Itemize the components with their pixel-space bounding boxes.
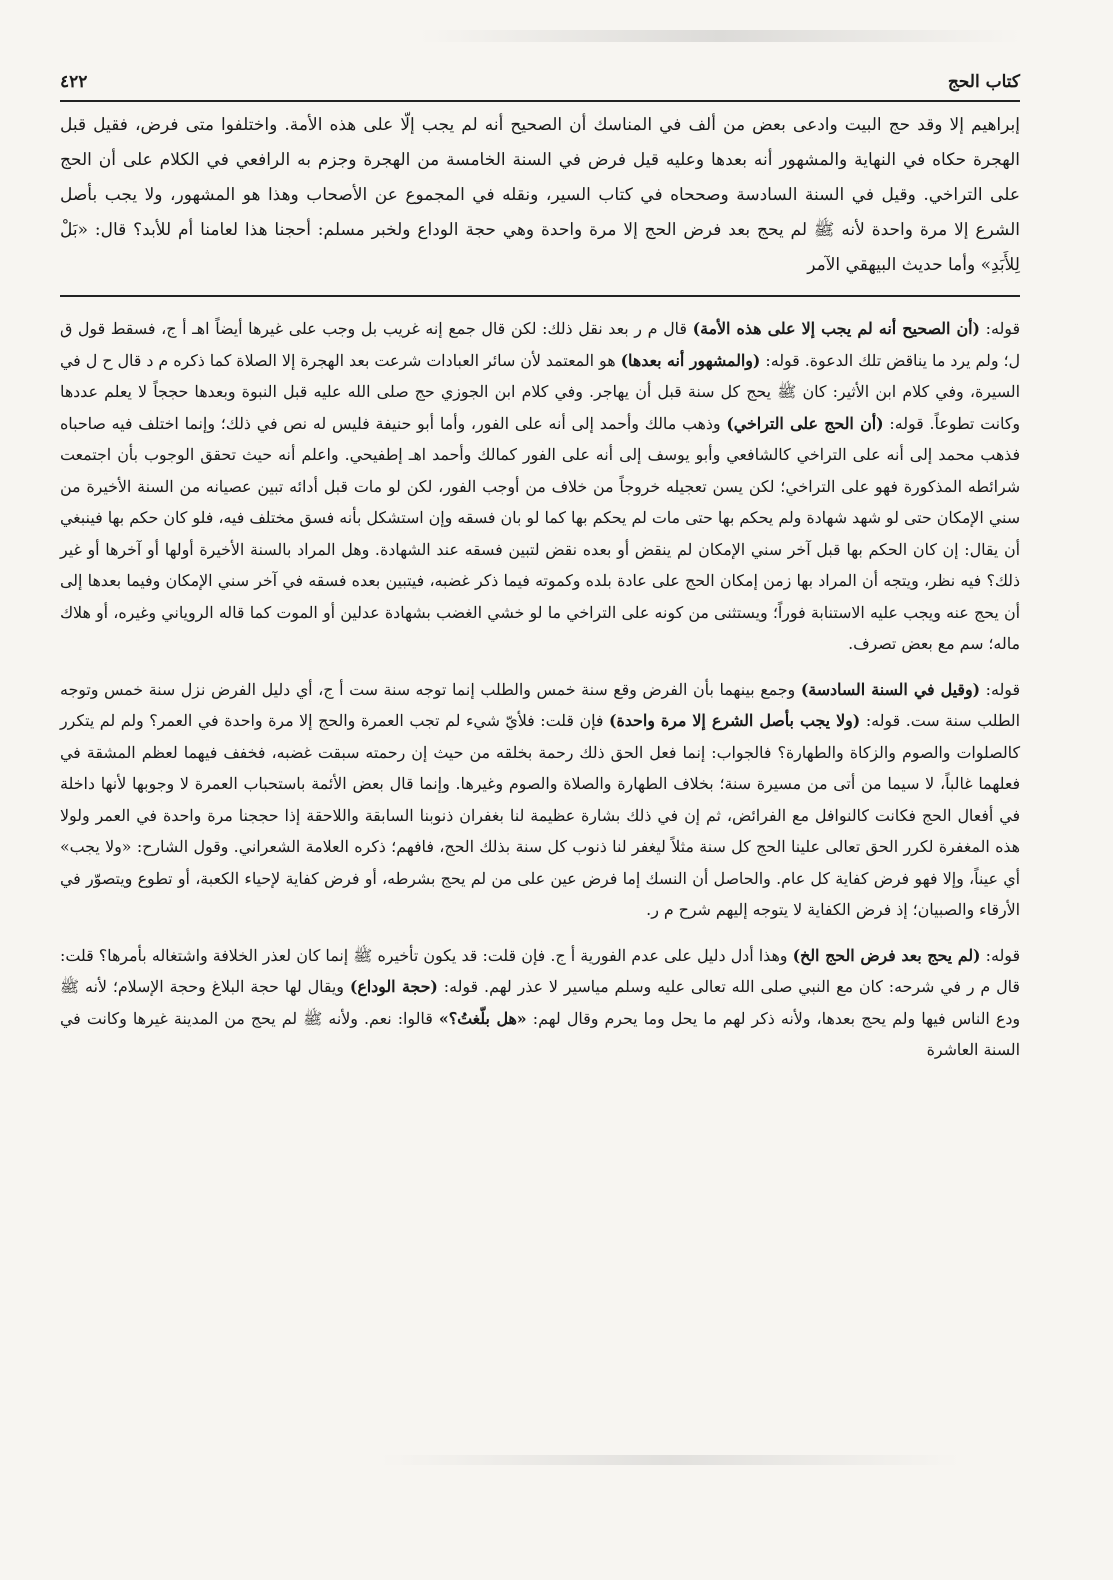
quoted-lemma: (ولا يجب بأصل الشرع إلا مرة واحدة) xyxy=(609,711,861,730)
commentary-text: وذهب مالك وأحمد إلى أنه على الفور، وأما أبو حنيفة فليس له نص في ذلك؛ وإنما اختلف فيه صاحباه فذهب محمد إلى أنه على التراخي كالشافعي وأبو يوسف إلى أنه على الفور كمالك وأحمد اهـ إطفيحي. واعلم أنه حيث تحقق الوجوب بأن اجتمعت شرائطه المذكورة فهو على التراخي؛ لكن يسن تعجيله خروجاً من خلاف من أوجب الفور، لكن لو مات قبل أدائه تبين عصيانه من السنة الأخيرة من سني الإمكان حتى لو شهد شهادة ولم يحكم بها حتى مات لم يحكم بها كما لو بان فسقه وإن استشكل بأنه فسق مختلف فيه، فلو كان حكم بها فينبغي أن يقال: إن كان الحكم بها قبل آخر سني الإمكان لم ينقض أو بعده نقض لتبين فسقه عند الشهادة. وهل المراد بالسنة الأخيرة أولها أو آخرها أو غير ذلك؟ فيه نظر، ويتجه أن المراد بها زمن إمكان الحج على عادة بلده وكموته فيما ذكر غضبه، فيتبين بعده فسقه في آخر سني الإمكان وفيما بعدها إلى أن يحج عنه ويجب عليه الاستنابة فوراً؛ ويستثنى من كونه على التراخي ما لو خشي الغضب بشهادة عدلين أو الموت كما قاله الروياني وغيره، أو هلاك ماله؛ سم مع بعض تصرف. xyxy=(60,413,1020,653)
book-title: كتاب الحج xyxy=(947,72,1020,92)
page-number: ٤٢٢ xyxy=(60,72,88,92)
quoted-lemma: (حجة الوداع) xyxy=(349,977,438,996)
commentary-text: وجمع بينهما بأن الفرض وقع سنة خمس والطلب إنما توجه سنة ست أ ج، أي دليل الفرض نزل سنة خمس وتوجه الطلب سنة ست. قوله: xyxy=(60,679,1021,730)
commentary-text: قوله: xyxy=(980,945,1020,965)
commentary xyxy=(60,313,1020,1066)
book-page xyxy=(60,70,1020,1080)
commentary-text: قوله: xyxy=(980,679,1020,699)
page-header xyxy=(60,70,1020,102)
scan-artifact-top xyxy=(420,30,1020,42)
quoted-lemma: (أن الصحيح أنه لم يجب إلا على هذه الأمة) xyxy=(692,319,980,338)
commentary-text: قالوا: نعم. ولأنه ﷺ لم يحج من المدينة غيرها وكانت في السنة العاشرة xyxy=(60,1008,1020,1059)
commentary-paragraph xyxy=(60,674,1020,926)
commentary-text: قوله: xyxy=(980,319,1020,338)
quoted-lemma: (والمشهور أنه بعدها) xyxy=(620,350,761,370)
commentary-text: فإن قلت: فلأيّ شيء لم تجب العمرة والحج إلا مرة واحدة في العمر؟ ولم لم يتكرر كالصلوات والصوم والزكاة والطهارة؟ فالجواب: إنما فعل الحق ذلك رحمة بخلقه من حيث إن رحمته سبقت غضبه، فخفف فيهما لعظم المشقة في فعلهما غالباً، لا سيما من أتى من مسيرة سنة؛ بخلاف الطهارة والصلاة والصوم وغيرها. وإنما قال بعض الأئمة باستحباب العمرة لا وجوبها لأنها داخلة في أفعال الحج فكانت كالنوافل مع الفرائض، ثم إن في ذلك بشارة عظيمة لنا بغفران ذنوبنا السابقة واللاحقة إذا حججنا مرة واحدة في العمر ولولا هذه المغفرة لكرر الحق تعالى علينا الحج كل سنة مثلاً ليغفر لنا ذنوب كل سنة بذلك الحج، فافهم؛ ذكره العلامة الشعراني. وقول الشارح: «ولا يجب» أي عيناً، وإلا فهو فرض كفاية كل عام. والحاصل أن النسك إما فرض عين على من لم يحج بشرطه، أو فرض كفاية لإحياء الكعبة، أو تطوع ويتصوّر في الأرقاء والصبيان؛ إذ فرض الكفاية لا يتوجه إليهم شرح م ر. xyxy=(60,711,1021,919)
commentary-text: ويقال لها حجة البلاغ وحجة الإسلام؛ لأنه ﷺ ودع الناس فيها ولم يحج بعدها، ولأنه ذكر لهم ما يحل وما يحرم وقال لهم: xyxy=(60,977,1021,1028)
commentary-paragraph xyxy=(60,940,1020,1066)
main-text: إبراهيم إلا وقد حج البيت وادعى بعض من ألف في المناسك أن الصحيح أنه لم يجب إلّا على هذه الأمة. واختلفوا متى فرض، فقيل قبل الهجرة حكاه في النهاية والمشهور أنه بعدها وعليه قيل فرض في السنة الخامسة من الهجرة وجزم به الرافعي في الكلام على أن الحج على التراخي. وقيل في السنة السادسة وصححاه في كتاب السير، ونقله في المجموع عن الأصحاب وهذا هو المشهور، ولا يجب بأصل الشرع إلا مرة واحدة لأنه ﷺ لم يحج بعد فرض الحج إلا مرة واحدة وهي حجة الوداع ولخبر مسلم: أحجنا هذا لعامنا أم للأبد؟ قال: «بَلْ لِلأَبَدِ» وأما حديث البيهقي الآمر xyxy=(60,115,1021,275)
commentary-text: قال م ر بعد نقل ذلك: لكن قال جمع إنه غريب بل وجب على غيرها أيضاً اهـ أ ج، فسقط قول ق ل؛ ولم يرد ما يناقض تلك الدعوة. قوله: xyxy=(60,319,1020,370)
footnote-divider xyxy=(60,295,1020,297)
quoted-lemma: (وقيل في السنة السادسة) xyxy=(800,679,981,699)
scan-artifact-bottom xyxy=(380,1455,960,1465)
quoted-lemma: «هل بلّغتُ؟» xyxy=(438,1008,527,1028)
commentary-text: وهذا أدل دليل على عدم الفورية أ ج. فإن قلت: قد يكون تأخيره ﷺ إنما كان لعذر الخلافة واشتغاله بأمرها؟ قلت: قال م ر في شرحه: كان مع النبي صلى الله تعالى عليه وسلم مياسير لا عذر لهم. قوله: xyxy=(60,945,1020,996)
commentary-text: هو المعتمد لأن سائر العبادات شرعت بعد الهجرة إلا الصلاة كما ذكره م د قال ح ل في السيرة، وفي كلام ابن الأثير: كان ﷺ يحج كل سنة قبل أن يهاجر. وفي كلام ابن الجوزي حج صلى الله عليه قبل النبوة وبعدها حججاً لا يعلم عددها وكانت تطوعاً. قوله: xyxy=(60,350,1020,433)
quoted-lemma: (لم يحج بعد فرض الحج الخ) xyxy=(792,945,981,965)
commentary-paragraph xyxy=(60,313,1020,660)
quoted-lemma: (أن الحج على التراخي) xyxy=(726,413,884,433)
